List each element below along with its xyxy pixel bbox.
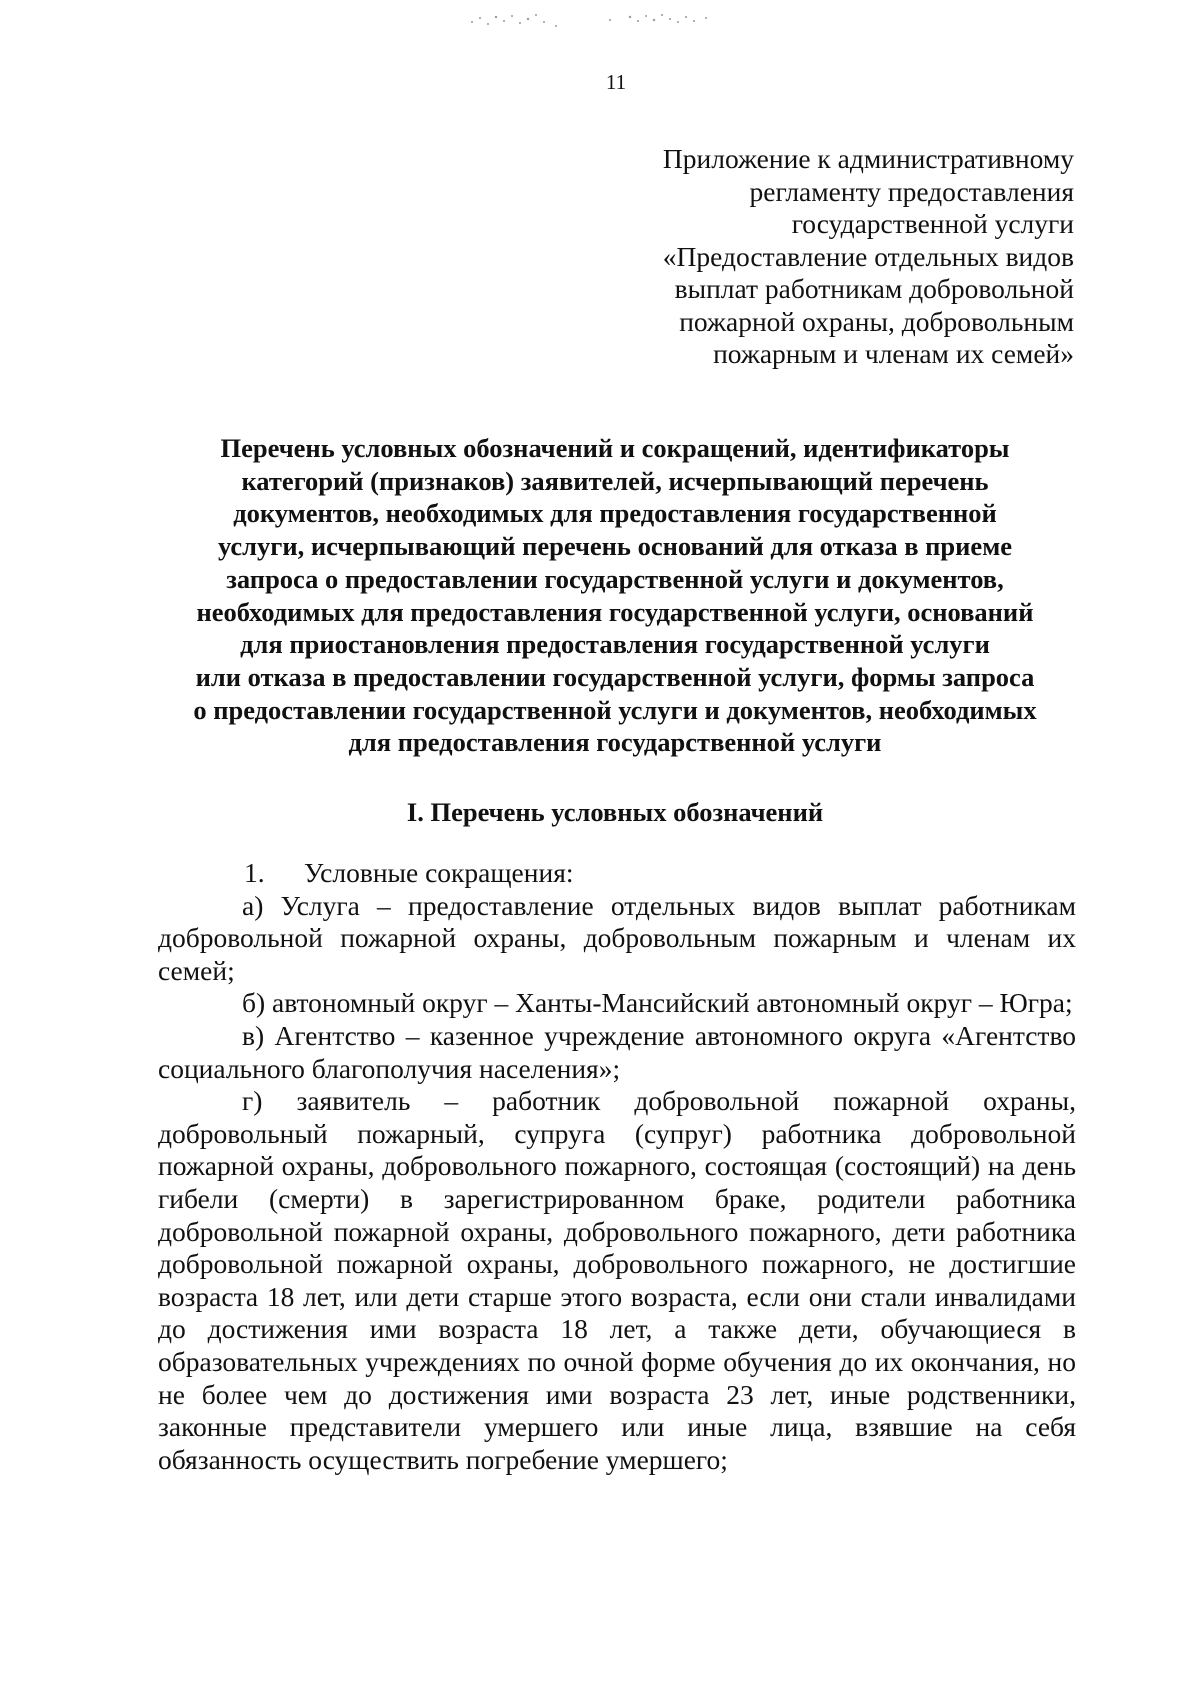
- appendix-line: регламенту предоставления: [749, 175, 1074, 207]
- appendix-line: пожарным и членам их семей»: [713, 338, 1074, 369]
- appendix-note: [554, 143, 1074, 371]
- definition-paragraph: б) автономный округ – Ханты-Мансийский автономный округ – Югра;: [242, 987, 1073, 1019]
- section-body: [158, 857, 1076, 1476]
- appendix-line: государственной услуги: [791, 208, 1074, 239]
- list-item-header: [158, 857, 1076, 890]
- title-line: для предоставления государственной услуги: [348, 727, 882, 758]
- title-line: для приостановления предоставления государственной услуги: [240, 629, 990, 660]
- title-line: услуги, исчерпывающий перечень оснований для отказа в приеме: [217, 531, 1013, 562]
- appendix-line: выплат работникам добровольной: [674, 273, 1074, 304]
- appendix-line: «Предоставление отдельных видов: [662, 240, 1074, 272]
- definition-paragraph: г) заявитель – работник добровольной пожарной охраны, добровольный пожарный, супруга (супруг) работника добровольной пожарной охраны, добровольного пожарного, состоящая (состоящий) на день гибели (смерти) в зарегистрированном браке, родители работника добровольной пожарной охраны, добровольного пожарного, дети работника добровольной пожарной охраны, добровольного пожарного, не достигшие возраста 18 лет, или дети старше этого возраста, если они стали инвалидами до достижения ими возраста 18 лет, а также дети, обучающиеся в образовательных учреждениях по очной форме обучения до их окончания, но не более чем до достижения ими возраста 23 лет, иные родственники, законные представители умершего или иные лица, взявшие на себя обязанность осуществить погребение умершего;: [158, 1085, 1076, 1475]
- document-title: [150, 432, 1080, 759]
- title-line: необходимых для предоставления государственной услуги, оснований: [196, 596, 1034, 627]
- title-line: о предоставлении государственной услуги и документов, необходимых: [193, 694, 1037, 725]
- item-label: Условные сокращения:: [304, 857, 574, 888]
- definition-paragraph: а) Услуга – предоставление отдельных видов выплат работникам добровольной пожарной охраны, добровольным пожарным и членам их семей;: [158, 889, 1076, 986]
- title-line: запроса о предоставлении государственной услуги и документов,: [226, 563, 1004, 594]
- title-line: категорий (признаков) заявителей, исчерпывающий перечень: [241, 465, 989, 496]
- definition-paragraph: в) Агентство – казенное учреждение автономного округа «Агентство социального благополучия населения»;: [158, 1019, 1076, 1084]
- appendix-line: пожарной охраны, добровольным: [679, 305, 1074, 337]
- title-line: Перечень условных обозначений и сокращений, идентификаторы: [220, 433, 1010, 463]
- title-line: документов, необходимых для предоставления государственной: [233, 498, 997, 529]
- page-number: 11: [605, 70, 627, 94]
- item-number: 1.: [244, 857, 265, 888]
- title-line: или отказа в предоставлении государственной услуги, формы запроса: [195, 661, 1035, 692]
- appendix-line: Приложение к административному: [662, 143, 1074, 174]
- scan-noise-artifact: [460, 8, 770, 32]
- section-heading: I. Перечень условных обозначений: [406, 797, 824, 827]
